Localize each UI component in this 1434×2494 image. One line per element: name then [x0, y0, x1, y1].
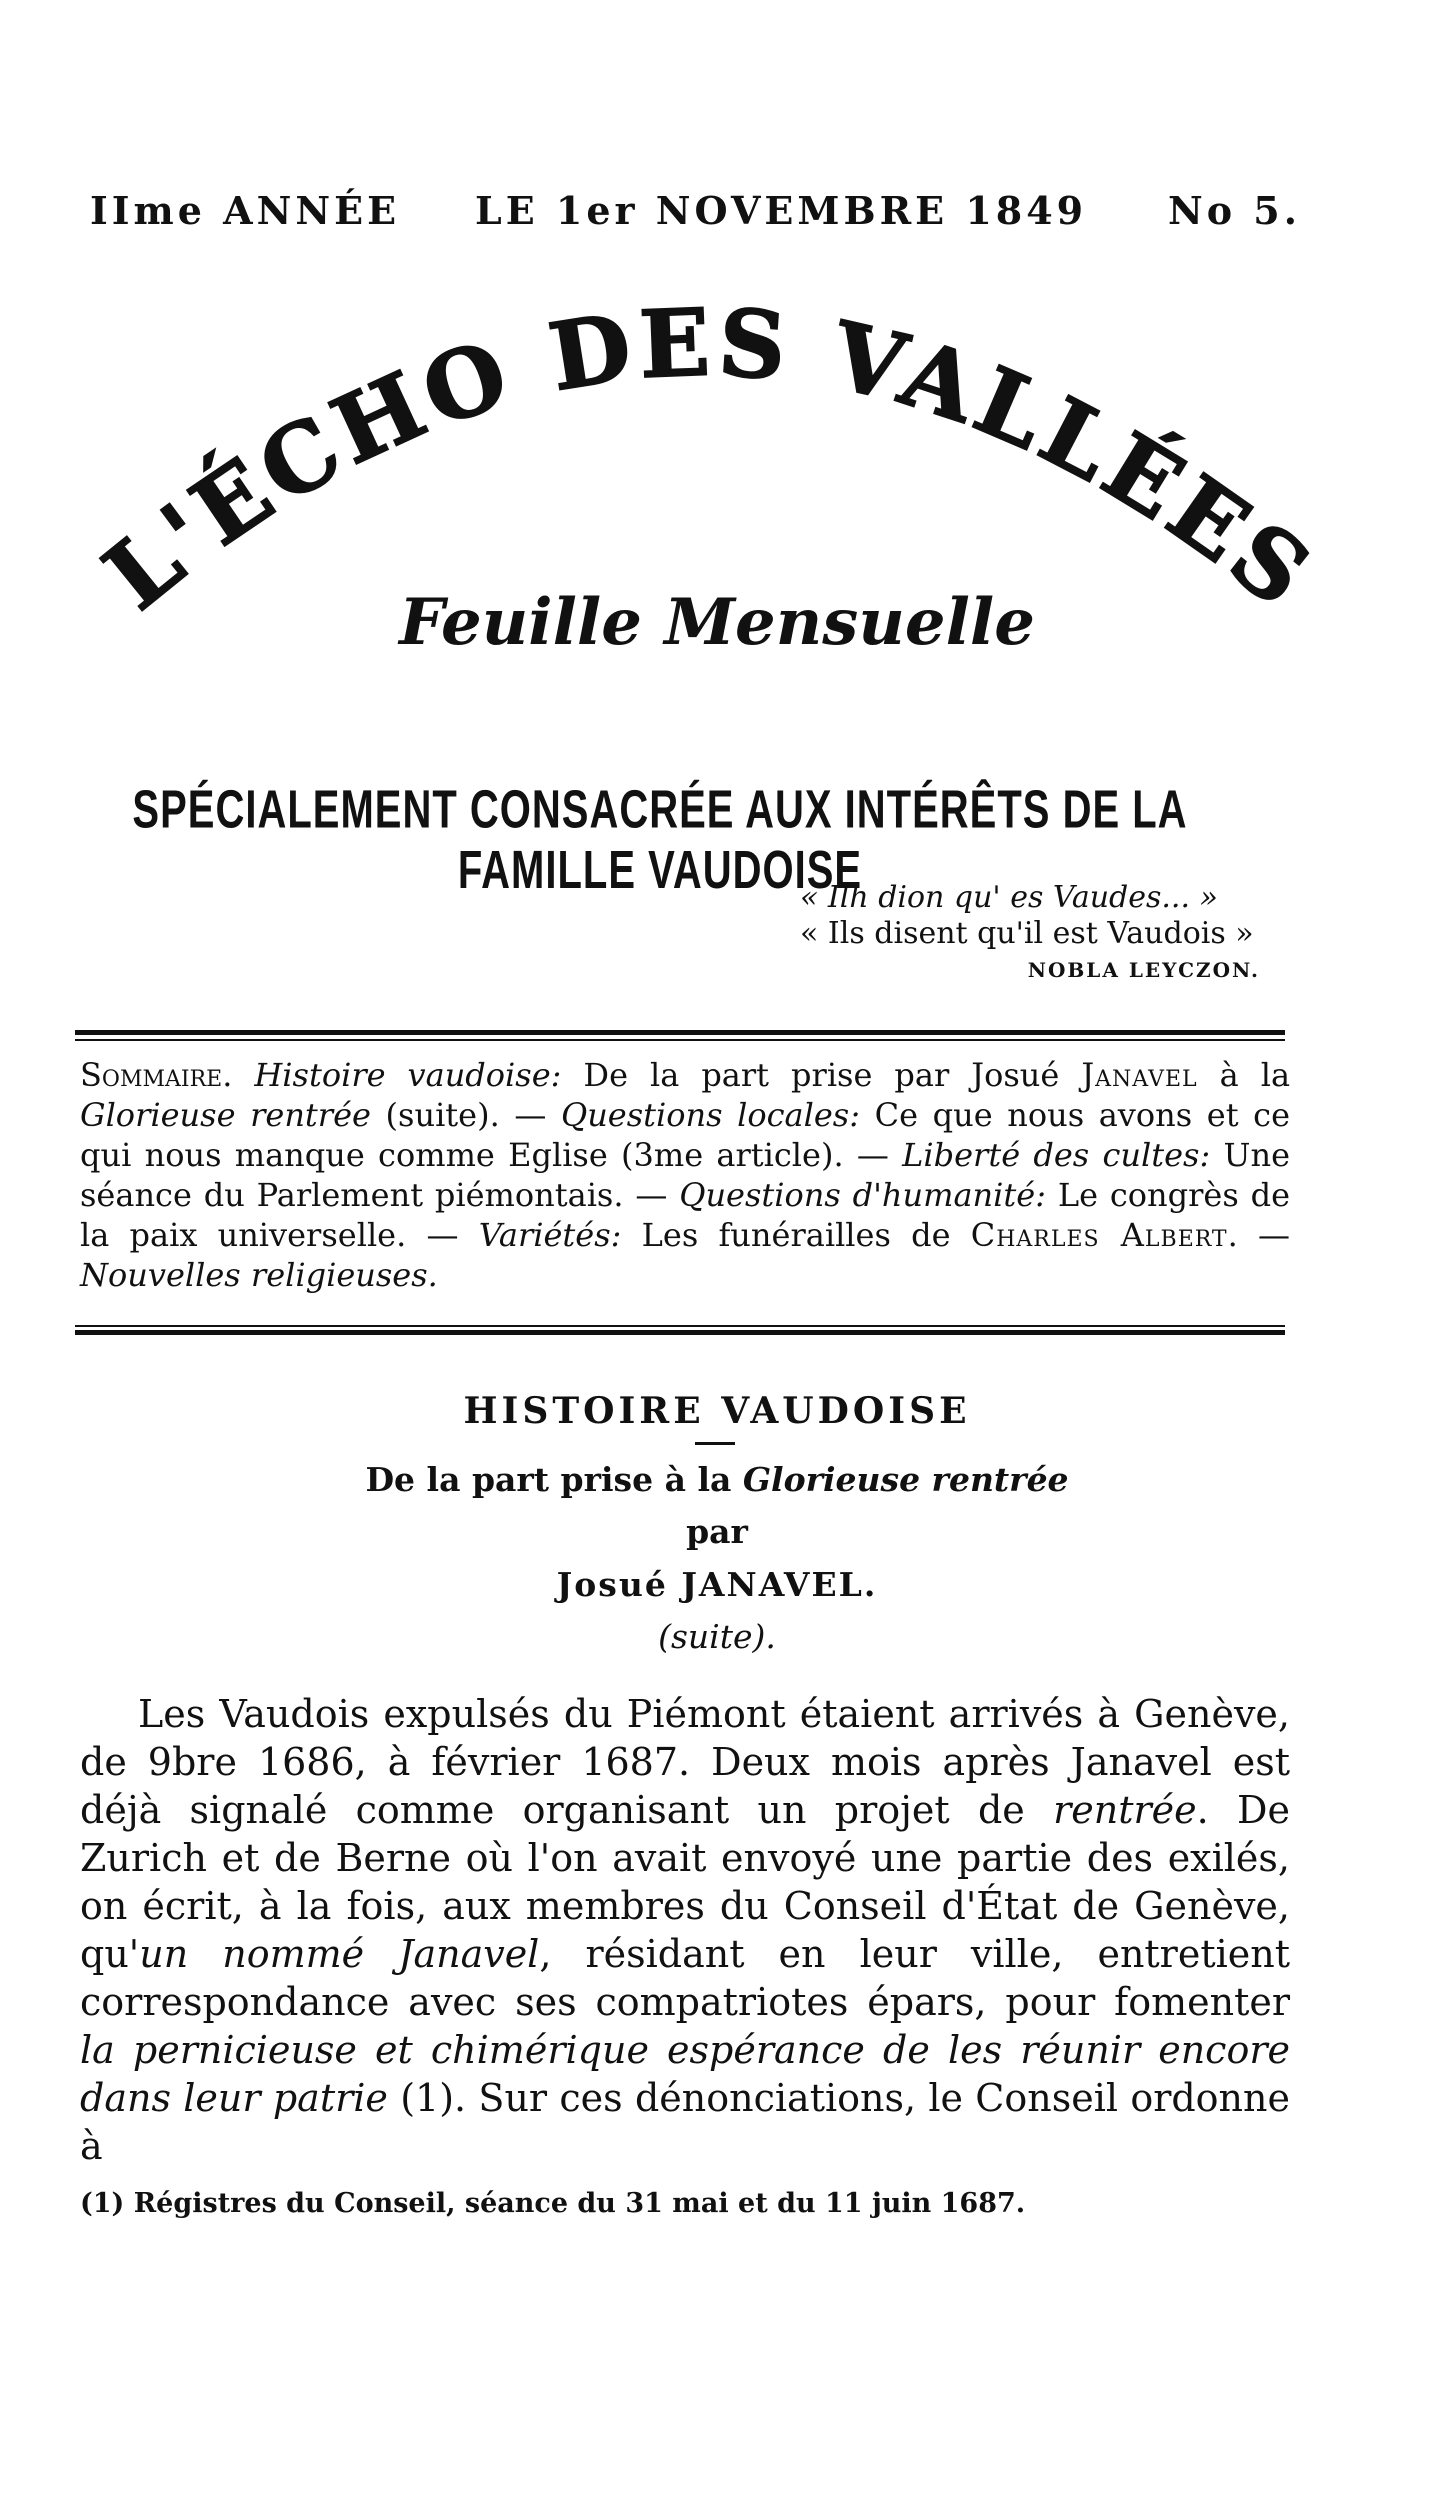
issue-header [90, 188, 1301, 248]
tagline: SPÉCIALEMENT CONSACRÉE AUX INTÉRÊTS DE LA FAMILLE VAUDOISE [132, 780, 1188, 901]
epigraph-line-2: « Ils disent qu'il est Vaudois » [800, 916, 1254, 951]
rule-top-thick [75, 1030, 1285, 1035]
summary-text: à la [1197, 1056, 1291, 1094]
rule-top-thin [75, 1039, 1285, 1041]
body-text: , résidant en leur ville, entretient correspondance avec ses compatriotes épars, pour fomenter [80, 1932, 1290, 2024]
article-by: par [686, 1512, 748, 1551]
svg-text:L'ÉCHO DES VALLÉES [85, 300, 1334, 631]
issue-year: IIme ANNÉE [90, 188, 401, 233]
body-text: (1). Sur ces dénonciations, le Conseil ordonne à [80, 2076, 1290, 2168]
article-body [80, 1690, 1290, 2170]
summary-text: Ce que nous avons et ce qui nous manque comme Eglise (3me article). — [80, 1096, 1291, 1174]
footnote: (1) Régistres du Conseil, séance du 31 mai et du 11 juin 1687. [80, 2188, 1026, 2219]
rule-bottom-thin [75, 1325, 1285, 1327]
body-italic: un nommé Janavel [139, 1932, 540, 1976]
summary-section-title: Nouvelles religieuses. [80, 1256, 438, 1294]
summary-section-title: Questions d'humanité: [679, 1176, 1046, 1214]
summary-text: . — [1227, 1216, 1290, 1254]
masthead-title: L'ÉCHO DES VALLÉES [84, 300, 1334, 631]
epigraph [800, 880, 1280, 988]
summary-text: Les funérailles de [621, 1216, 971, 1254]
article-suite: (suite). [658, 1617, 776, 1656]
body-text: Les Vaudois expulsés du Piémont étaient arrivés à Genève, de 9bre 1686, à février 1687. Deux mois après Janavel est déjà signalé comme organisant un projet de [80, 1692, 1290, 1832]
summary-section-title: Liberté des cultes: [902, 1136, 1211, 1174]
summary-name: Janavel [1081, 1056, 1198, 1094]
summary-section-title: Questions locales: [560, 1096, 861, 1134]
body-italic: la pernicieuse et chimérique espérance de les réunir encore dans leur patrie [80, 2028, 1290, 2120]
masthead-subtitle: Feuille Mensuelle [399, 585, 1035, 660]
summary-name: Charles Albert [970, 1216, 1228, 1254]
issue-date: LE 1er NOVEMBRE 1849 [475, 188, 1088, 233]
section-title: HISTOIRE VAUDOISE [463, 1390, 971, 1432]
summary-text: Le congrès de la paix universelle. — [80, 1176, 1291, 1254]
epigraph-line-1: « Ilh dion qu' es Vaudes... » [800, 880, 1218, 915]
summary-text: De la part prise par Josué [561, 1056, 1082, 1094]
summary-box [80, 1055, 1290, 1295]
article-title-text: De la part prise à la [365, 1460, 743, 1499]
rule-bottom-thick [75, 1330, 1285, 1335]
body-text: . De Zurich et de Berne où l'on avait envoyé une partie des exilés, on écrit, à la fois, aux membres du Conseil d'État de Genève, qu' [80, 1788, 1290, 1976]
summary-italic: Glorieuse rentrée [80, 1096, 371, 1134]
title-dash [695, 1442, 735, 1445]
summary-lead: Sommaire. [80, 1056, 233, 1094]
article-author: Josué JANAVEL. [556, 1565, 878, 1604]
summary-section-title: Histoire vaudoise: [254, 1056, 562, 1094]
summary-section-title: Variétés: [478, 1216, 622, 1254]
issue-number: No 5. [1168, 188, 1301, 233]
epigraph-source: NOBLA LEYCZON. [1027, 958, 1260, 982]
body-italic: rentrée [1053, 1788, 1197, 1832]
article-title-italic: Glorieuse rentrée [742, 1460, 1069, 1499]
article-title [0, 1460, 1434, 1499]
summary-text: (suite). — [370, 1096, 561, 1134]
summary-text: Une séance du Parlement piémontais. — [80, 1136, 1290, 1214]
